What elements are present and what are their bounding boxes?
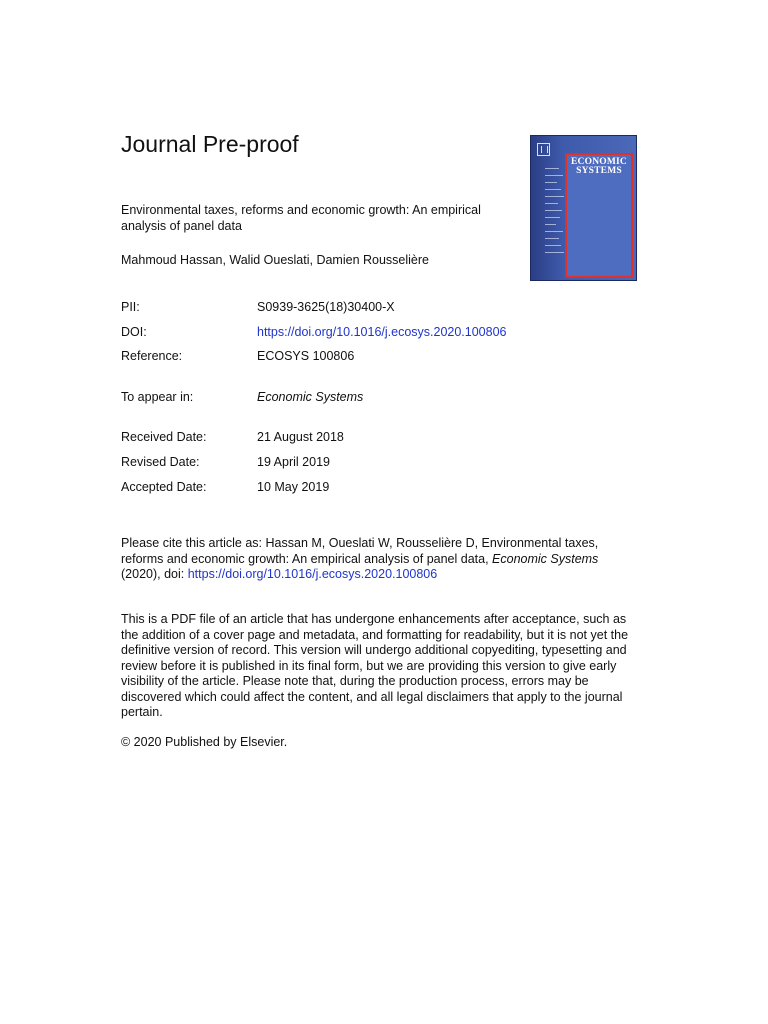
doi-link[interactable]: https://doi.org/10.1016/j.ecosys.2020.100806 (257, 325, 507, 339)
article-title: Environmental taxes, reforms and economic growth: An empirical analysis of panel data (121, 203, 481, 233)
received-date-value: 21 August 2018 (257, 430, 344, 444)
doi-label: DOI: (121, 325, 147, 339)
cover-journal-title: ECONOMIC SYSTEMS (571, 157, 627, 176)
elsevier-logo-icon (537, 143, 550, 156)
page-title: Journal Pre-proof (121, 131, 299, 157)
cover-contents-lines (545, 168, 565, 259)
reference-value: ECOSYS 100806 (257, 349, 355, 363)
accepted-date-value: 10 May 2019 (257, 480, 330, 494)
citation-paragraph (121, 536, 631, 583)
pre-proof-notice: This is a PDF file of an article that has undergone enhancements after acceptance, such as the addition of a cover page and metadata, and formatting for readability, but it is not yet the definitive version of record. This version will undergo additional copyediting, typesetting and review before it is published in its final form, but we are providing this version to give early visibility of the article. Please note that, during the production process, errors may be discovered which could affect the content, and all legal disclaimers that apply to the journal pertain. (121, 612, 629, 719)
appear-in-label: To appear in: (121, 390, 194, 404)
citation-text-doi-prefix: (2020), doi: (121, 567, 188, 581)
cover-title-panel (565, 153, 633, 278)
accepted-date-label: Accepted Date: (121, 480, 207, 494)
received-date-label: Received Date: (121, 430, 207, 444)
reference-label: Reference: (121, 349, 183, 363)
pii-label: PII: (121, 300, 140, 314)
citation-text: Please cite this article as: Hassan M, Oueslati W, Rousselière D, Environmental taxes, reforms and economic growth: An empirical analysis of panel data, (121, 536, 599, 566)
revised-date-value: 19 April 2019 (257, 455, 330, 469)
citation-doi-link[interactable]: https://doi.org/10.1016/j.ecosys.2020.100806 (187, 567, 438, 581)
copyright-notice: © 2020 Published by Elsevier. (121, 735, 288, 749)
article-authors: Mahmoud Hassan, Walid Oueslati, Damien Rousselière (121, 253, 430, 267)
journal-cover-image (530, 135, 637, 281)
citation-journal: Economic Systems (492, 551, 599, 566)
pii-value: S0939-3625(18)30400-X (257, 300, 395, 314)
revised-date-label: Revised Date: (121, 455, 200, 469)
appear-in-journal: Economic Systems (257, 390, 364, 404)
